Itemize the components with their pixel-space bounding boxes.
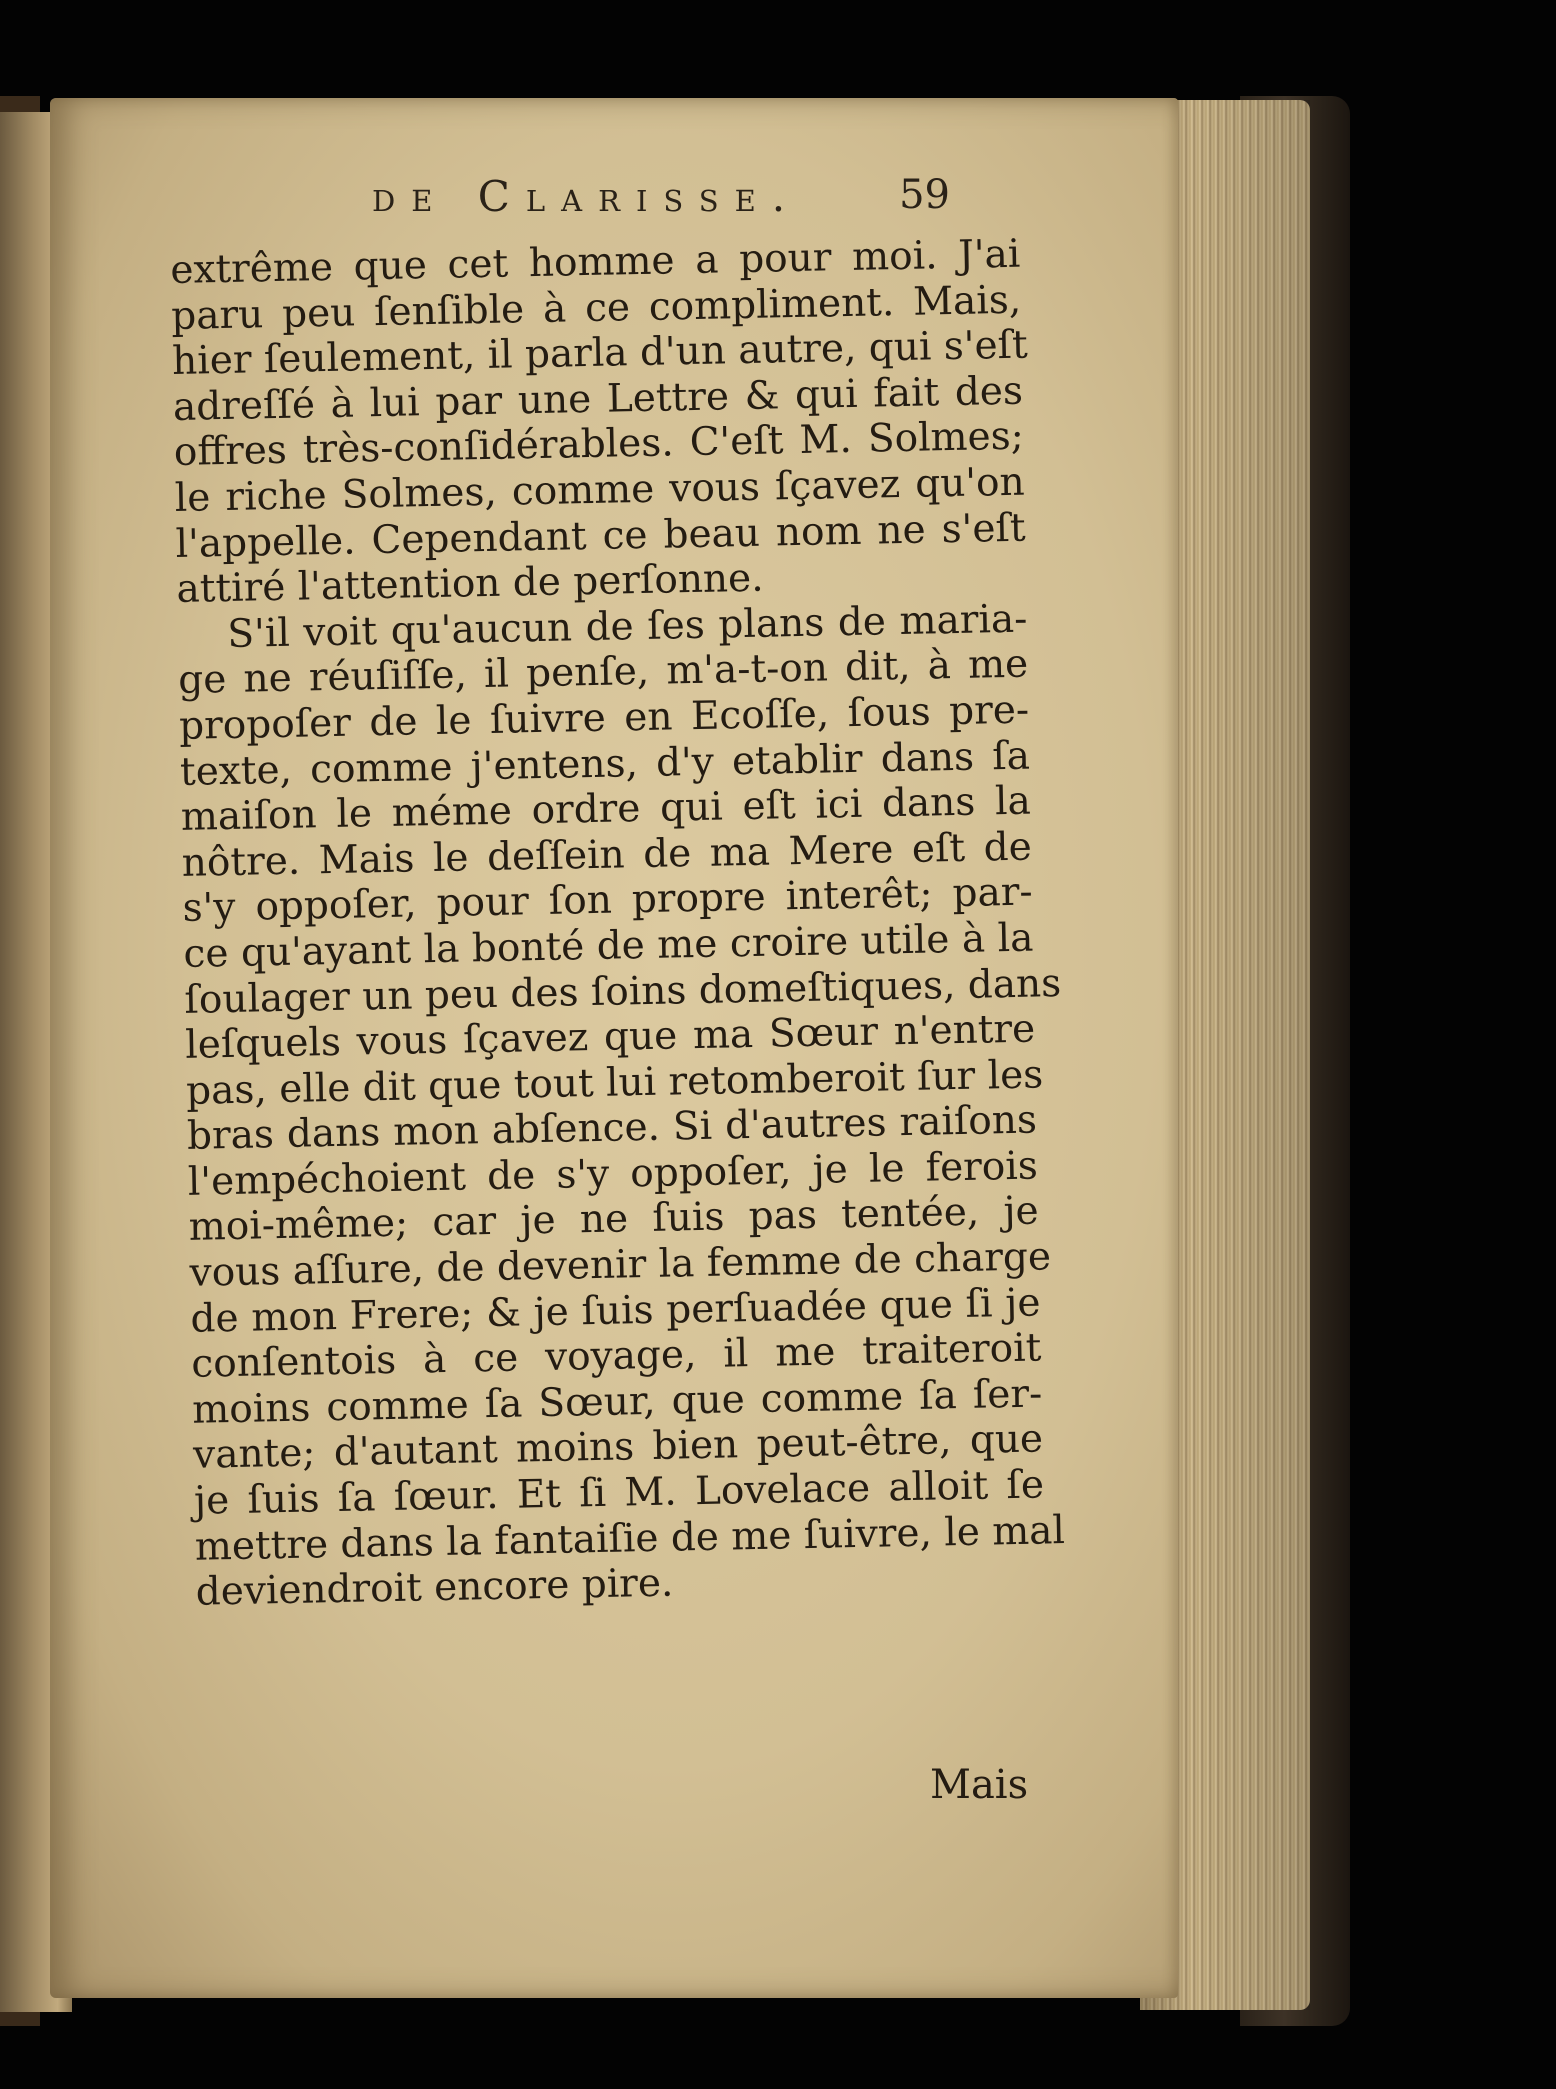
text-line: bras dans mon abſence. Si d'autres raiſons bbox=[186, 1097, 1038, 1160]
text-line: paru peu ſenſible à ce compliment. Mais, bbox=[170, 277, 1022, 339]
text-line: ſoulager un peu des ſoins domeſtiques, dans bbox=[184, 960, 1062, 1023]
text-line: attiré l'attention de perſonne. bbox=[176, 555, 764, 613]
running-title: de Clarisse. bbox=[372, 172, 802, 221]
catchword: Mais bbox=[930, 1762, 1029, 1808]
text-line: moins comme ſa Sœur, que comme ſa ſer- bbox=[191, 1371, 1043, 1433]
text-line: leſquels vous ſçavez que ma Sœur n'entre bbox=[184, 1006, 1036, 1068]
text-line: maiſon le méme ordre qui eſt ici dans la bbox=[180, 778, 1032, 841]
text-line: extrême que cet homme a pour moi. J'ai bbox=[170, 231, 1021, 293]
text-line: adreſſé à lui par une Lettre & qui fait des bbox=[172, 368, 1024, 430]
text-line: texte, comme j'entens, d'y etablir dans ſa bbox=[179, 733, 1031, 795]
page-header bbox=[330, 172, 980, 242]
text-line: propoſer de le ſuivre en Ecoſſe, ſous pre- bbox=[178, 687, 1030, 749]
text-line: conſentois à ce voyage, il me traiteroit bbox=[191, 1325, 1042, 1388]
text-line: deviendroit encore pire. bbox=[195, 1560, 674, 1615]
text-line: s'y oppoſer, pour ſon propre interêt; par- bbox=[182, 869, 1033, 932]
text-line: nôtre. Mais le deſſein de ma Mere eſt de bbox=[181, 824, 1033, 886]
text-line: l'empéchoient de s'y oppoſer, je le ferois bbox=[187, 1143, 1039, 1205]
paragraph-start-line: S'il voit qu'aucun de ſes plans de maria- bbox=[226, 596, 1028, 657]
text-line: hier ſeulement, il parla d'un autre, qui s'eſt bbox=[171, 322, 1029, 385]
text-line: de mon Frere; & je ſuis perſuadée que ſi je bbox=[190, 1280, 1041, 1342]
text-line: ce qu'ayant la bonté de me croire utile à la bbox=[183, 915, 1034, 977]
text-line: l'appelle. Cependant ce beau nom ne s'eſt bbox=[175, 505, 1026, 567]
text-line: moi-même; car je ne ſuis pas tentée, je bbox=[188, 1188, 1040, 1251]
text-line: mettre dans la fantaiſie de me ſuivre, le mal bbox=[194, 1507, 1066, 1570]
text-line: pas, elle dit que tout lui retomberoit ſur les bbox=[185, 1052, 1044, 1114]
page-number: 59 bbox=[899, 172, 950, 218]
body-text bbox=[170, 231, 1066, 1616]
text-line: le riche Solmes, comme vous ſçavez qu'on bbox=[174, 459, 1026, 521]
text-line: je ſuis ſa ſœur. Et ſi M. Lovelace alloit ſe bbox=[193, 1462, 1045, 1524]
text-line: ge ne réuſiſſe, il penſe, m'a-t-on dit, à me bbox=[177, 641, 1029, 704]
text-line: vous aſſure, de devenir la femme de charge bbox=[189, 1234, 1052, 1296]
text-line: offres très-conſidérables. C'eſt M. Solmes; bbox=[173, 414, 1025, 476]
text-line: vante; d'autant moins bien peut-être, que bbox=[192, 1416, 1044, 1479]
